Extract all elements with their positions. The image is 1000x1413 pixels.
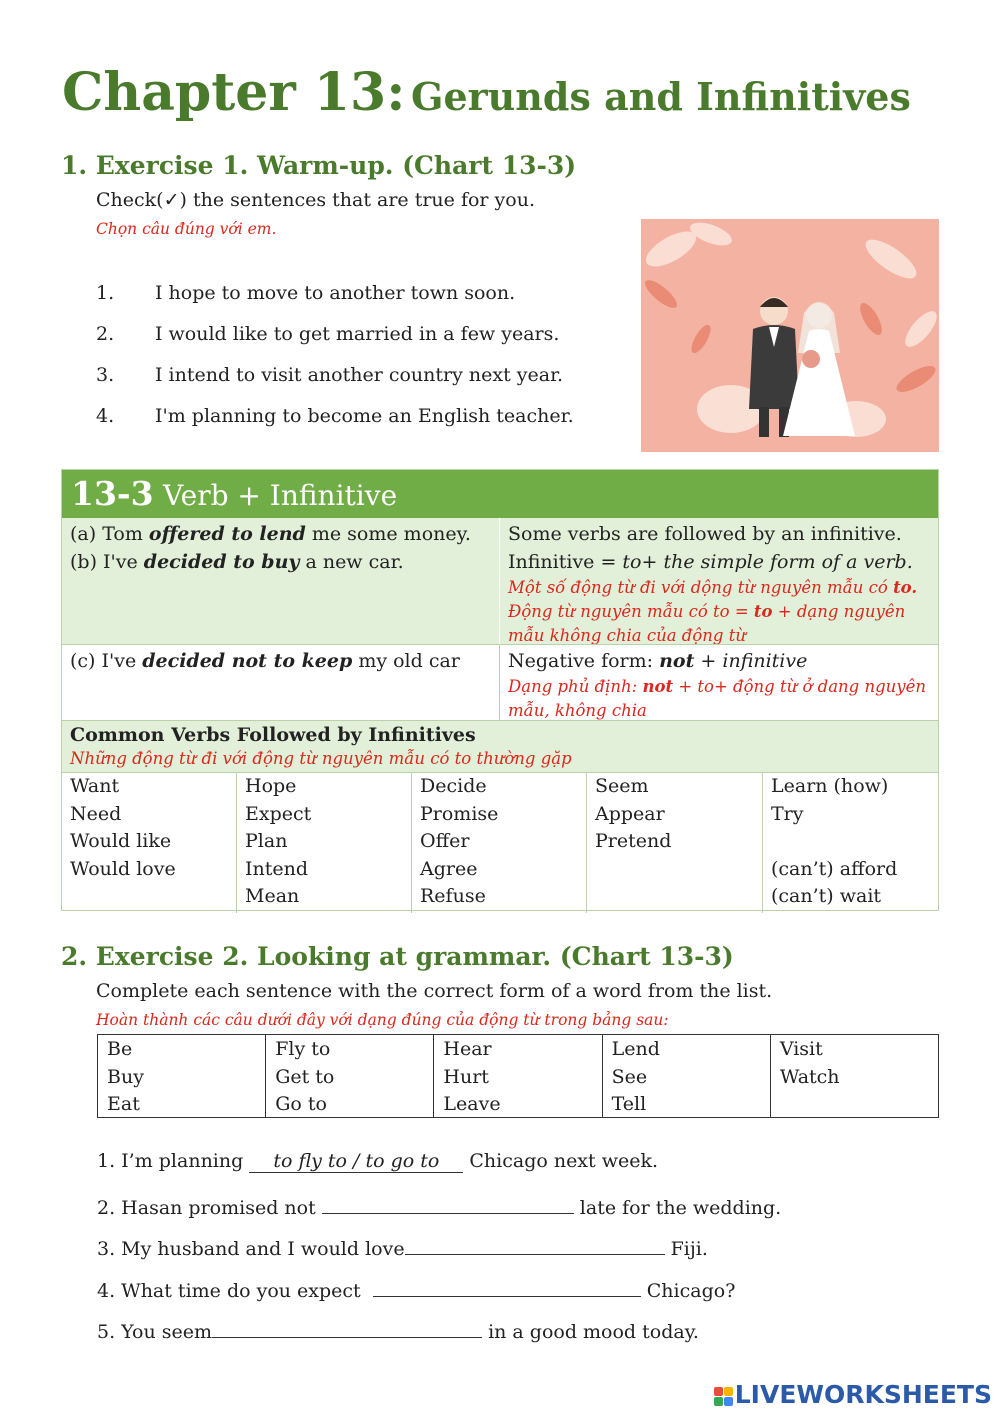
verb-item: Offer <box>420 830 470 852</box>
verb-item: Hope <box>245 775 297 797</box>
chart-title: Verb + Infinitive <box>163 479 398 512</box>
exercise2-instruction-vi: Hoàn thành các câu dưới đây với dạng đúng của động từ trong bảng sau: <box>96 1011 669 1029</box>
note-line-3-vi: Một số động từ đi với dộng từ nguyên mẫu có to. <box>508 578 918 597</box>
word-item: Fly to <box>275 1038 331 1060</box>
word-item: Eat <box>107 1093 140 1115</box>
verb-column <box>587 773 763 913</box>
verb-item: Mean <box>245 885 300 907</box>
negative-form-explanation <box>500 644 938 720</box>
word-item: Hear <box>443 1038 492 1060</box>
verb-item: Intend <box>245 857 309 880</box>
exercise1-instruction: Check(✓) the sentences that are true for you. <box>96 189 535 211</box>
verb-item: (can’t) wait <box>771 885 882 907</box>
verb-item <box>70 883 228 911</box>
word-item: Leave <box>443 1093 501 1115</box>
chart-13-3 <box>61 469 939 911</box>
verb-item: Refuse <box>420 885 486 907</box>
verb-item: Want <box>70 775 120 797</box>
word-column <box>603 1035 771 1117</box>
verb-item: Expect <box>245 802 312 825</box>
verb-column <box>62 773 237 913</box>
liveworksheets-logo <box>714 1380 992 1409</box>
answer-blank[interactable] <box>322 1191 574 1214</box>
item-number: 2. <box>96 322 115 345</box>
common-verbs-heading-vi: Những động từ đi với động từ nguyên mẫu có to thường gặp <box>70 749 572 768</box>
infinitive-explanation <box>500 518 938 644</box>
word-item: Hurt <box>443 1065 489 1088</box>
word-item: Get to <box>275 1065 335 1088</box>
answer-blank[interactable] <box>212 1315 482 1338</box>
item-number: 4. <box>96 404 115 427</box>
example-c: (c) I've decided not to keep my old car <box>62 644 500 720</box>
sentence-1: 1. I’m planning to fly to / to go to Chicago next week. <box>97 1150 659 1172</box>
note-line-4-vi: Động từ nguyên mẫu có to = to + dạng nguyên mẫu không chia của động từ <box>508 602 906 645</box>
answer-blank[interactable] <box>405 1232 665 1255</box>
verb-item: Learn (how) <box>771 775 889 797</box>
word-column <box>434 1035 602 1117</box>
list-item[interactable] <box>96 313 626 354</box>
item-number: 1. <box>96 281 115 304</box>
word-column <box>771 1035 938 1117</box>
example-a: (a) Tom offered to lend me some money. <box>70 523 471 545</box>
verb-item: Would like <box>70 830 172 852</box>
verb-column <box>763 773 938 913</box>
chart-header <box>62 470 938 518</box>
list-item[interactable] <box>96 272 626 313</box>
item-text: I'm planning to become an English teacher. <box>155 404 574 427</box>
word-item: Tell <box>611 1093 647 1115</box>
verb-item <box>595 883 754 911</box>
note-line-1: Some verbs are followed by an infinitive. <box>508 523 902 545</box>
item-text: I intend to visit another country next year. <box>155 363 564 386</box>
verb-item: Try <box>771 802 804 825</box>
verb-columns <box>62 772 938 913</box>
word-column <box>98 1035 266 1117</box>
item-text: I hope to move to another town soon. <box>155 281 516 304</box>
verb-item: (can’t) afford <box>771 857 898 880</box>
page-title <box>62 62 911 123</box>
negative-form-vi: Dạng phủ định: not + to+ động từ ở dang nguyên mẫu, không chia <box>508 677 927 720</box>
chapter-number: Chapter 13: <box>62 62 406 123</box>
sentence-4: 4. What time do you expect Chicago? <box>97 1274 735 1302</box>
list-item[interactable] <box>96 354 626 395</box>
sentence-3: 3. My husband and I would love Fiji. <box>97 1232 708 1260</box>
word-item: Watch <box>779 1065 840 1088</box>
word-item: Be <box>107 1038 133 1060</box>
sentence-2: 2. Hasan promised not late for the wedding. <box>97 1191 781 1219</box>
verb-item: Decide <box>420 775 487 797</box>
verb-item: Appear <box>595 802 665 825</box>
wedding-illustration <box>641 219 939 452</box>
exercise1-instruction-vi: Chọn câu đúng với em. <box>96 220 277 238</box>
verb-item <box>595 856 754 884</box>
answer-blank[interactable] <box>373 1274 641 1297</box>
verb-item: Need <box>70 802 122 825</box>
wedding-couple-icon <box>641 219 939 452</box>
word-list-table <box>97 1034 939 1118</box>
sentence-5: 5. You seem in a good mood today. <box>97 1315 699 1343</box>
verb-item: Would love <box>70 857 176 880</box>
examples-ab <box>62 518 500 644</box>
example-b: (b) I've decided to buy a new car. <box>70 551 404 573</box>
verb-item <box>771 828 930 856</box>
word-item: Buy <box>107 1065 144 1088</box>
chapter-topic: Gerunds and Infinitives <box>411 74 911 119</box>
verb-item: Pretend <box>595 830 672 852</box>
word-item: Visit <box>779 1038 823 1060</box>
common-verbs-heading-cell <box>62 720 938 772</box>
logo-text: LIVEWORKSHEETS <box>734 1380 992 1409</box>
verb-column <box>412 773 587 913</box>
word-item: Lend <box>611 1038 660 1060</box>
verb-column <box>237 773 412 913</box>
list-item[interactable] <box>96 395 626 436</box>
exercise2-instruction: Complete each sentence with the correct form of a word from the list. <box>96 980 773 1002</box>
item-text: I would like to get married in a few years. <box>155 322 560 345</box>
word-item: Go to <box>275 1093 327 1115</box>
answer-blank[interactable]: to fly to / to go to <box>249 1150 463 1173</box>
word-column <box>266 1035 434 1117</box>
verb-item: Seem <box>595 775 649 797</box>
item-number: 3. <box>96 363 115 386</box>
word-item: See <box>611 1065 648 1088</box>
exercise1-list <box>96 272 626 436</box>
exercise1-heading: 1. Exercise 1. Warm-up. (Chart 13-3) <box>61 151 577 180</box>
liveworksheets-logo-icon <box>714 1387 733 1406</box>
note-line-2: Infinitive = to+ the simple form of a verb. <box>508 551 913 573</box>
verb-item: Agree <box>420 857 478 880</box>
chart-number: 13-3 <box>71 474 154 513</box>
verb-item: Promise <box>420 802 499 825</box>
verb-item: Plan <box>245 830 288 852</box>
common-verbs-heading: Common Verbs Followed by Infinitives <box>70 724 476 746</box>
exercise2-heading: 2. Exercise 2. Looking at grammar. (Chart 13-3) <box>61 942 734 971</box>
negative-form-line: Negative form: not + infinitive <box>508 650 808 672</box>
